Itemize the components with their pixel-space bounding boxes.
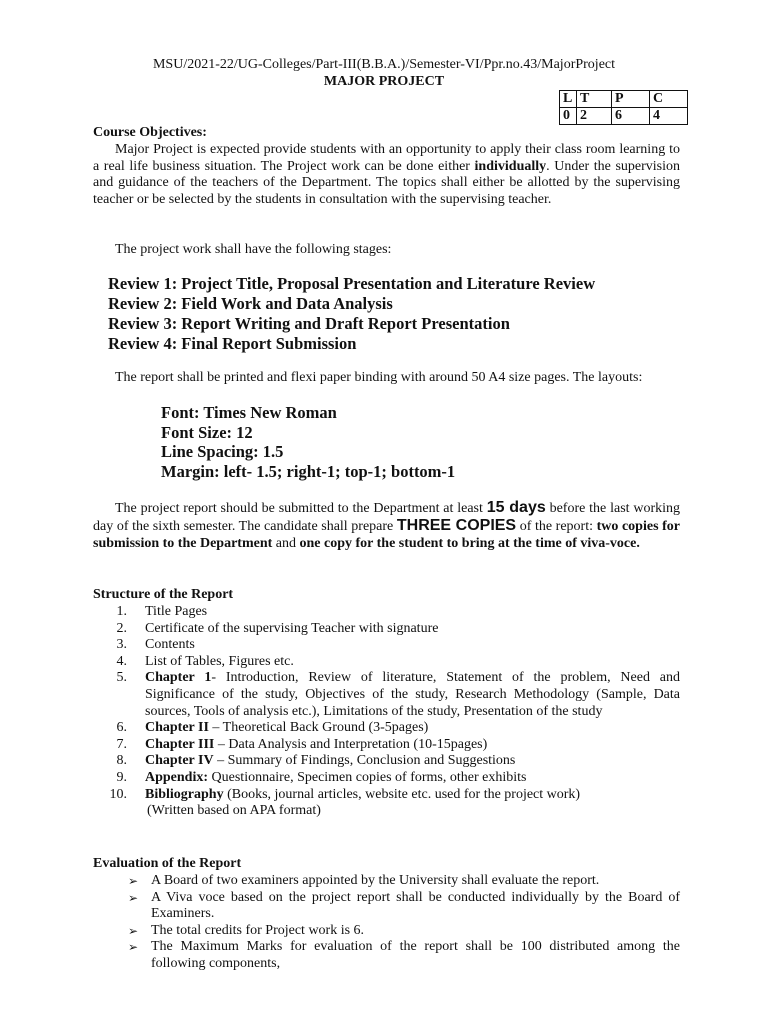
list-item-bold: Chapter II xyxy=(145,720,209,736)
review-1: Review 1: Project Title, Proposal Presentation and Literature Review xyxy=(108,274,596,293)
submission-text: The project report should be submitted to the Department at least xyxy=(115,501,487,516)
ltpc-header-c: C xyxy=(650,91,688,108)
list-item xyxy=(93,670,680,720)
list-item xyxy=(93,621,680,638)
submission-copies: THREE COPIES xyxy=(396,517,517,535)
list-item-number: 7. xyxy=(116,736,127,752)
report-intro: The report shall be printed and flexi paper binding with around 50 A4 size pages. The layouts: xyxy=(115,370,643,385)
list-item-bold: Chapter IV xyxy=(145,753,214,769)
list-item-bold: Appendix: xyxy=(145,769,209,785)
arrowhead-bullet-icon: ➢ xyxy=(128,874,139,888)
ltpc-header-l: L xyxy=(560,91,577,108)
list-item xyxy=(128,923,680,940)
arrowhead-bullet-icon: ➢ xyxy=(128,940,139,955)
list-item-bold: Chapter III xyxy=(145,736,215,752)
objectives-bold-text: individually xyxy=(474,158,547,174)
list-item xyxy=(93,654,680,671)
list-item-text: Contents xyxy=(145,637,195,653)
review-4: Review 4: Final Report Submission xyxy=(108,334,357,353)
list-item-number: 9. xyxy=(116,769,127,785)
submission-text-3: of the report: xyxy=(516,519,597,535)
submission-text-2: before the last working day of the sixth semester. The candidate shall prepare xyxy=(93,501,681,535)
submission-text-4: and xyxy=(272,536,300,552)
layout-margin: Margin: left- 1.5; right-1; top-1; bottom-1 xyxy=(161,462,456,481)
objectives-text: Major Project is expected provide students with an opportunity to apply their class room learning to a real life business situation. The Project work can be done either xyxy=(93,142,680,174)
list-item xyxy=(93,720,680,737)
ltpc-value-l: 0 xyxy=(560,108,577,125)
review-3: Review 3: Report Writing and Draft Report Presentation xyxy=(108,314,510,333)
ltpc-value-row xyxy=(560,108,688,125)
list-item-number: 10. xyxy=(109,786,127,802)
list-item-text: Certificate of the supervising Teacher with signature xyxy=(145,620,439,636)
structure-heading: Structure of the Report xyxy=(93,587,234,602)
list-item-bold: Chapter 1 xyxy=(145,670,212,686)
list-item-number: 6. xyxy=(116,720,127,736)
objectives-paragraph xyxy=(93,142,680,208)
list-item-text: – Summary of Findings, Conclusion and Suggestions xyxy=(213,753,516,769)
course-code-line: MSU/2021-22/UG-Colleges/Part-III(B.B.A.)/Semester-VI/Ppr.no.43/MajorProject xyxy=(152,57,616,72)
list-item-number: 4. xyxy=(116,653,127,669)
list-item-text: (Books, journal articles, website etc. used for the project work) xyxy=(223,786,581,802)
arrowhead-bullet-icon: ➢ xyxy=(128,923,139,938)
submission-days: 15 days xyxy=(486,499,546,516)
list-item xyxy=(93,753,680,770)
submission-bold-1: two copies for submission to the Department xyxy=(93,519,680,552)
list-item-text: List of Tables, Figures etc. xyxy=(145,653,294,669)
ltpc-value-c: 4 xyxy=(650,108,688,125)
list-item-note xyxy=(93,803,680,820)
ltpc-header-row xyxy=(560,91,688,108)
apa-note: (Written based on APA format) xyxy=(147,803,321,819)
layout-line-spacing: Line Spacing: 1.5 xyxy=(161,442,284,461)
list-item-text: The Maximum Marks for evaluation of the report shall be 100 distributed among the following components, xyxy=(151,939,680,971)
ltpc-header-p: P xyxy=(612,91,650,108)
list-item-text: A Viva voce based on the project report shall be conducted individually by the Board of Examiners. xyxy=(151,889,680,922)
list-item-number: 8. xyxy=(116,753,127,769)
ltpc-header-t: T xyxy=(577,91,612,108)
submission-paragraph xyxy=(93,499,680,553)
list-item-number: 5. xyxy=(116,670,127,686)
layout-font: Font: Times New Roman xyxy=(161,403,337,422)
list-item-number: 2. xyxy=(116,620,127,636)
list-item-number: 3. xyxy=(116,637,127,653)
list-item xyxy=(128,939,680,972)
list-item-text: A Board of two examiners appointed by the University shall evaluate the report. xyxy=(151,873,600,888)
list-item-bold: Bibliography xyxy=(145,786,224,802)
structure-list xyxy=(93,604,680,820)
layout-font-size: Font Size: 12 xyxy=(161,423,253,442)
list-item-text: The total credits for Project work is 6. xyxy=(151,922,365,938)
evaluation-heading: Evaluation of the Report xyxy=(93,856,242,871)
ltpc-value-p: 6 xyxy=(612,108,650,125)
submission-bold-2: one copy for the student to bring at the time of viva-voce. xyxy=(299,536,640,552)
list-item-text: – Theoretical Back Ground (3-5pages) xyxy=(208,720,429,736)
page-title: MAJOR PROJECT xyxy=(323,74,445,89)
list-item xyxy=(93,737,680,754)
ltpc-value-t: 2 xyxy=(577,108,612,125)
list-item-text: – Data Analysis and Interpretation (10-15pages) xyxy=(214,736,488,752)
list-item xyxy=(128,873,680,890)
list-item xyxy=(93,604,680,621)
list-item-text: - Introduction, Review of literature, Statement of the problem, Need and Significance of the study, Objectives of the study, Research Methodology (Sample, Data sources, Tools of analysis etc.), Limitations of the study, Presentation of the study xyxy=(145,670,680,719)
objectives-text-cont: . Under the supervision and guidance of the teachers of the Department. The topics shall either be allotted by the supervising teacher or be selected by the students in consultation with the supervising teacher. xyxy=(93,158,680,207)
list-item xyxy=(93,770,680,787)
stages-intro: The project work shall have the following stages: xyxy=(115,242,392,257)
list-item-text: Questionnaire, Specimen copies of forms, other exhibits xyxy=(208,769,527,785)
list-item xyxy=(128,890,680,923)
list-item xyxy=(93,637,680,654)
evaluation-list xyxy=(128,873,680,973)
ltpc-table xyxy=(559,90,688,125)
review-2: Review 2: Field Work and Data Analysis xyxy=(108,294,393,313)
list-item-text: Title Pages xyxy=(145,604,208,619)
list-item-number: 1. xyxy=(116,604,127,619)
objectives-heading: Course Objectives: xyxy=(93,125,207,140)
arrowhead-bullet-icon: ➢ xyxy=(128,890,139,905)
list-item xyxy=(93,787,680,804)
